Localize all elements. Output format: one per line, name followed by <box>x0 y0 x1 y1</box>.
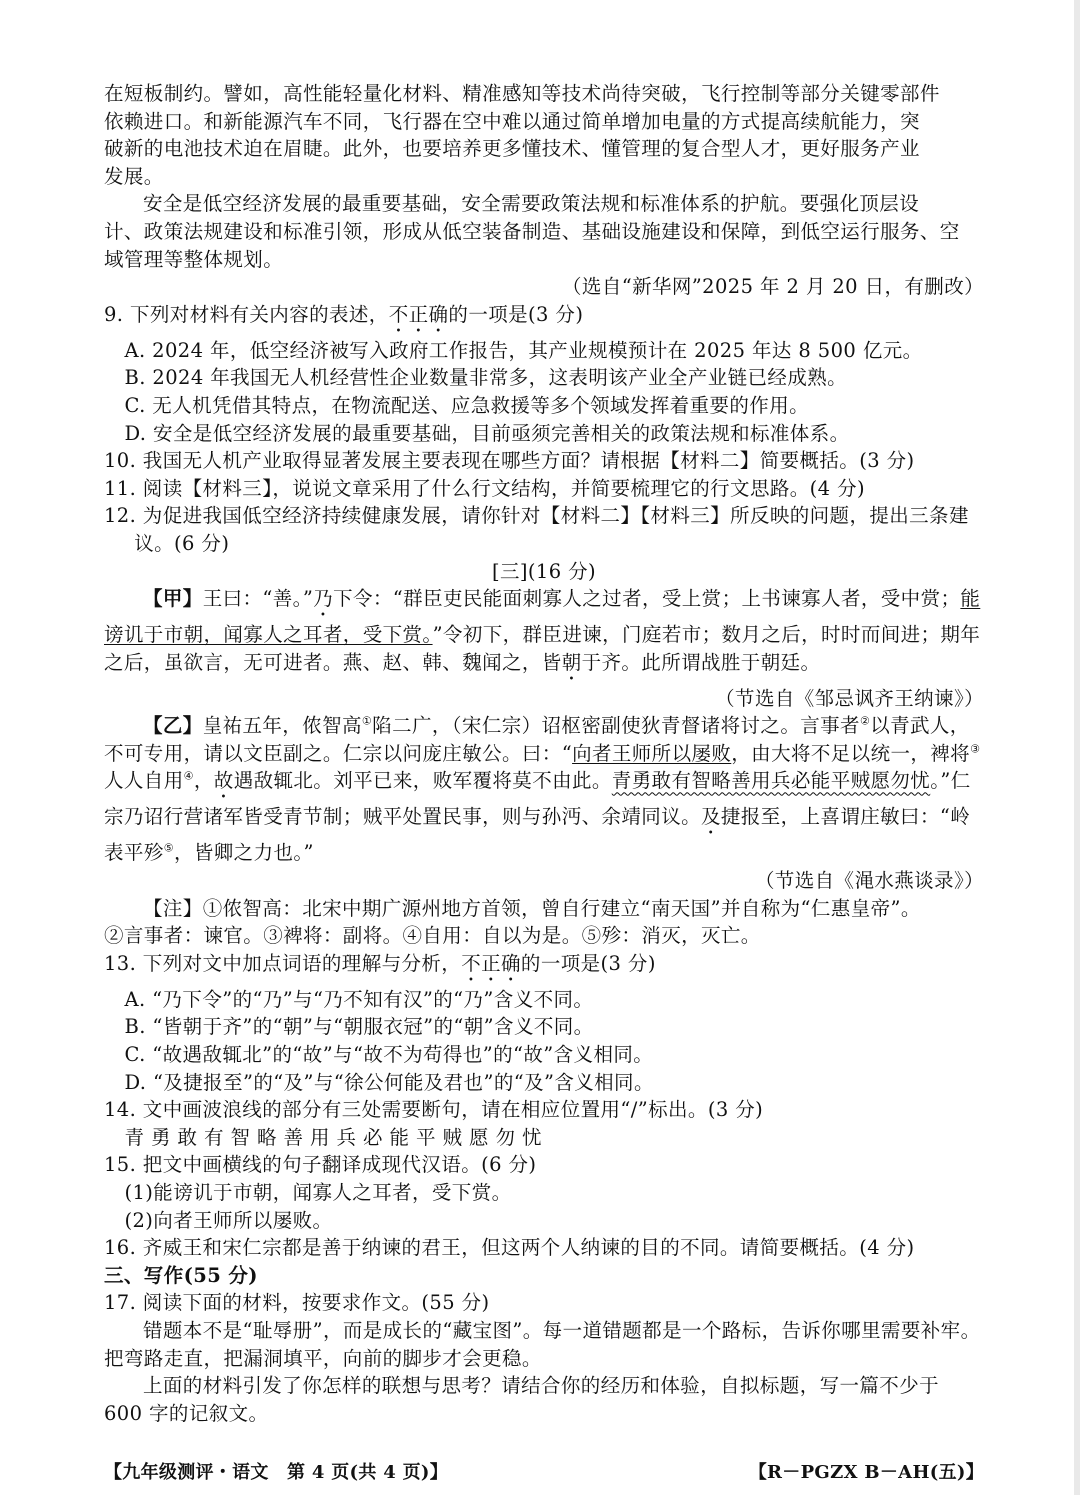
jia-source: （节选自《邹忌讽齐王纳谏》） <box>715 686 984 710</box>
q15-item: (2)向者王师所以屡败。 <box>124 1208 333 1232</box>
q9-option-d: D. 安全是低空经济发展的最重要基础，目前亟须完善相关的政策法规和标准体系。 <box>124 421 850 445</box>
footer-right: 【R－PGZX B－AH(五)】 <box>748 1462 984 1483</box>
note-line: ②言事者：谏官。③裨将：副将。④自用：自以为是。⑤殄：消灭，灭亡。 <box>104 924 761 948</box>
yi-source: （节选自《渑水燕谈录》） <box>754 869 984 893</box>
dotted-word: 故 <box>213 769 234 793</box>
q14-sentence: 青勇敢有智略善用兵必能平贼愿勿忧 <box>124 1125 549 1149</box>
writing-material: 错题本不是“耻辱册”，而是成长的“藏宝图”。每一道错题都是一个路标，告诉你哪里需要补牢。把弯路走直，把漏洞填平，向前的脚步才会更稳。 <box>104 1318 981 1370</box>
material-para1-line: 发展。 <box>104 164 164 188</box>
q13-option-c: C. “故遇敌辄北”的“故”与“故不为苟得也”的“故”含义相同。 <box>124 1043 654 1067</box>
q13-option-a: A. “乃下令”的“乃”与“乃不知有汉”的“乃”含义不同。 <box>124 987 594 1011</box>
page-content <box>104 80 984 1427</box>
question-14: 14. 文中画波浪线的部分有三处需要断句，请在相应位置用“/”标出。(3 分) <box>104 1098 764 1122</box>
material-source: （选自“新华网”2025 年 2 月 20 日，有删改） <box>562 275 984 299</box>
material-para1-line: 在短板制约。譬如，高性能轻量化材料、精准感知等技术尚待突破，飞行控制等部分关键零部件 <box>104 82 940 105</box>
question-16: 16. 齐威王和宋仁宗都是善于纳谏的君王，但这两个人纳谏的目的不同。请简要概括。(4 分) <box>104 1236 915 1260</box>
underlined-sentence: 向者王师所以屡败 <box>572 741 732 765</box>
footer-left: 【九年级测评・语文 第 4 页(共 4 页)】 <box>104 1462 449 1483</box>
q9-option-b: B. 2024 年我国无人机经营性企业数量非常多，这表明该产业全产业链已经成熟。 <box>124 366 848 390</box>
underlined-sentence: 能谤讥于市朝，闻寡人之耳者，受下赏。 <box>104 587 981 647</box>
scan-edge <box>1074 0 1080 1495</box>
footnote-mark: ⑤ <box>163 841 174 855</box>
material-para2-line: 计、政策法规建设和标准引领，形成从低空装备制造、基础设施建设和保障，到低空运行服务、空 <box>104 219 960 243</box>
dotted-word: 乃 <box>313 587 334 611</box>
emphasis-not-correct: 不正确 <box>388 302 449 326</box>
wavy-underlined-text: 青勇敢有智略善用兵必能平贼愿勿忧 <box>611 769 931 793</box>
footnote-mark: ③ <box>970 742 981 756</box>
question-13: 13. 下列对文中加点词语的理解与分析，不正确的一项是(3 分) <box>104 951 656 975</box>
q13-option-d: D. “及捷报至”的“及”与“徐公何能及君也”的“及”含义相同。 <box>124 1070 654 1094</box>
q13-option-b: B. “皆朝于齐”的“朝”与“朝服衣冠”的“朝”含义不同。 <box>124 1015 594 1039</box>
question-15: 15. 把文中画横线的句子翻译成现代汉语。(6 分) <box>104 1153 537 1177</box>
question-12: 12. 为促进我国低空经济持续健康发展，请你针对【材料二】【材料三】所反映的问题，提出三条建议。(6 分) <box>104 504 969 555</box>
material-para2-line: 域管理等整体规划。 <box>104 247 284 271</box>
writing-instruction: 上面的材料引发了你怎样的联想与思考？请结合你的经历和体验，自拟标题，写一篇不少于 600 字的记叙文。 <box>104 1374 940 1425</box>
question-11: 11. 阅读【材料三】，说说文章采用了什么行文结构，并简要梳理它的行文思路。(4 分) <box>104 476 865 500</box>
material-para1-line: 破新的电池技术迫在眉睫。此外，也要培养更多懂技术、懂管理的复合型人才，更好服务产业 <box>104 137 920 161</box>
passage-jia: 【甲】王曰：“善。”乃下令：“群臣吏民能面刺寡人之过者，受上赏；上书谏寡人者，受中赏；能谤讥于市朝，闻寡人之耳者，受下赏。”令初下，群臣进谏，门庭若市；数月之后，时时而间进；期年之后，虽欲言，无可进者。燕、赵、韩、魏闻之，皆朝于齐。此所谓战胜于朝廷。 <box>104 587 981 674</box>
question-10: 10. 我国无人机产业取得显著发展主要表现在哪些方面？请根据【材料二】简要概括。(3 分) <box>104 449 915 473</box>
dotted-word: 朝 <box>561 650 582 674</box>
section-3-title: [三](16 分) <box>491 559 597 583</box>
footnote-mark: ④ <box>183 769 194 783</box>
passage-label: 【甲】 <box>143 587 203 611</box>
question-9: 9. 下列对材料有关内容的表述，不正确的一项是(3 分) <box>104 302 584 326</box>
passage-label: 【乙】 <box>143 714 203 738</box>
material-para1-line: 依赖进口。和新能源汽车不同，飞行器在空中难以通过简单增加电量的方式提高续航能力，突 <box>104 109 920 133</box>
page-footer <box>104 1458 984 1484</box>
writing-section-title: 三、写作(55 分) <box>104 1263 258 1287</box>
footnote-mark: ① <box>361 714 373 728</box>
footnote-mark: ② <box>859 714 871 728</box>
q9-option-c: C. 无人机凭借其特点，在物流配送、应急救援等多个领域发挥着重要的作用。 <box>124 393 809 417</box>
q15-item: (1)能谤讥于市朝，闻寡人之耳者，受下赏。 <box>124 1181 512 1204</box>
passage-yi: 【乙】皇祐五年，侬智高①陷二广，（宋仁宗）诏枢密副使狄青督诸将讨之。言事者②以青武人，不可专用，请以文臣副之。仁宗以问庞庄敏公。曰：“向者王师所以屡败，由大将不足以统一，裨将③人人自用④，故遇敌辄北。刘平已来，败军覆将莫不由此。青勇敢有智略善用兵必能平贼愿勿忧。”仁宗乃诏行营诸军皆受青节制；贼平处置民事，则与孙沔、余靖同议。及捷报至，上喜谓庄敏曰：“岭表平殄⑤，皆卿之力也。” <box>104 714 981 865</box>
dotted-word: 及 <box>701 805 721 829</box>
emphasis-not-correct: 不正确 <box>461 951 521 975</box>
q9-option-a: A. 2024 年，低空经济被写入政府工作报告，其产业规模预计在 2025 年达 8 500 亿元。 <box>124 338 923 362</box>
note-line: 【注】①侬智高：北宋中期广源州地方首领，曾自行建立“南天国”并自称为“仁惠皇帝”。 <box>143 896 921 920</box>
question-17: 17. 阅读下面的材料，按要求作文。(55 分) <box>104 1291 490 1315</box>
material-para2-line: 安全是低空经济发展的最重要基础，安全需要政策法规和标准体系的护航。要强化顶层设 <box>143 192 920 216</box>
